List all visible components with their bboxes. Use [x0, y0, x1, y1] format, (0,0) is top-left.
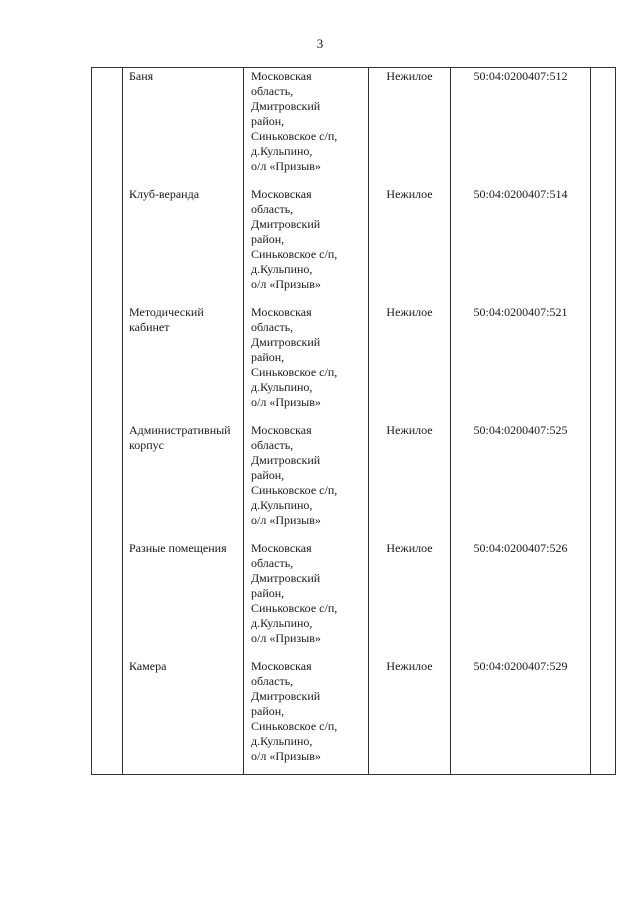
address-line: область, — [251, 555, 294, 570]
table-row — [92, 186, 616, 304]
object-name-cell — [123, 658, 244, 775]
cadastral-number-cell: 50:04:0200407:521 — [451, 304, 591, 422]
row-number-cell — [92, 422, 123, 540]
object-name-cell — [123, 540, 244, 658]
row-number-cell — [92, 68, 123, 186]
object-name-cell — [123, 186, 244, 304]
address-line: Синьковское с/п, — [251, 364, 338, 379]
address-line: о/л «Призыв» — [251, 748, 321, 763]
address-line: Московская — [251, 540, 312, 555]
property-table — [91, 67, 616, 775]
table-row — [92, 540, 616, 658]
object-name-cell — [123, 422, 244, 540]
table-row — [92, 422, 616, 540]
address-line: Дмитровский — [251, 688, 321, 703]
address-line: район, — [251, 231, 285, 246]
extra-cell — [591, 68, 616, 186]
property-type-cell: Нежилое — [369, 658, 451, 775]
object-name: Клуб-веранда — [129, 186, 200, 201]
property-table-body — [92, 68, 616, 775]
address-line: Синьковское с/п, — [251, 718, 338, 733]
address-line: д.Кульпино, — [251, 144, 313, 158]
address-cell — [244, 658, 369, 775]
table-row — [92, 304, 616, 422]
address-line: область, — [251, 319, 294, 334]
address-line: Московская — [251, 186, 312, 201]
address-line: район, — [251, 349, 285, 364]
address-line: д.Кульпино, — [251, 261, 313, 276]
cadastral-number-cell: 50:04:0200407:529 — [451, 658, 591, 775]
address-line: Дмитровский — [251, 570, 321, 585]
row-number-cell — [92, 540, 123, 658]
address-line: Синьковское с/п, — [251, 129, 338, 143]
table-row — [92, 68, 616, 186]
property-type-cell: Нежилое — [369, 540, 451, 658]
row-number-cell — [92, 186, 123, 304]
row-number-cell — [92, 658, 123, 775]
extra-cell — [591, 304, 616, 422]
property-type-cell: Нежилое — [369, 68, 451, 186]
address-line: д.Кульпино, — [251, 497, 313, 512]
address-line: район, — [251, 585, 285, 600]
address-line: Дмитровский — [251, 334, 321, 349]
address-line: область, — [251, 84, 294, 98]
object-name: Камера — [129, 658, 167, 673]
row-number-cell — [92, 304, 123, 422]
address-line: район, — [251, 114, 285, 128]
address-line: Московская — [251, 69, 312, 83]
cadastral-number-cell: 50:04:0200407:514 — [451, 186, 591, 304]
cadastral-number-cell: 50:04:0200407:525 — [451, 422, 591, 540]
extra-cell — [591, 422, 616, 540]
extra-cell — [591, 540, 616, 658]
object-name: Методический кабинет — [129, 304, 204, 334]
object-name: Разные помещения — [129, 540, 227, 555]
address-line: Московская — [251, 422, 312, 437]
address-line: область, — [251, 201, 294, 216]
property-type-cell: Нежилое — [369, 422, 451, 540]
address-line: Синьковское с/п, — [251, 600, 338, 615]
address-line: Синьковское с/п, — [251, 482, 338, 497]
address-cell — [244, 540, 369, 658]
address-cell — [244, 186, 369, 304]
address-line: Дмитровский — [251, 216, 321, 231]
address-line: д.Кульпино, — [251, 615, 313, 630]
page-number: 3 — [316, 36, 324, 51]
object-name-cell — [123, 304, 244, 422]
address-line: Московская — [251, 304, 312, 319]
extra-cell — [591, 186, 616, 304]
property-type-cell: Нежилое — [369, 186, 451, 304]
property-type-cell: Нежилое — [369, 304, 451, 422]
address-line: область, — [251, 673, 294, 688]
address-line: о/л «Призыв» — [251, 159, 321, 173]
address-line: район, — [251, 703, 285, 718]
address-line: о/л «Призыв» — [251, 630, 321, 645]
address-line: о/л «Призыв» — [251, 276, 321, 291]
table-row — [92, 658, 616, 775]
address-line: о/л «Призыв» — [251, 394, 321, 409]
address-cell — [244, 68, 369, 186]
address-line: Синьковское с/п, — [251, 246, 338, 261]
address-line: Дмитровский — [251, 452, 321, 467]
cadastral-number-cell: 50:04:0200407:526 — [451, 540, 591, 658]
cadastral-number-cell: 50:04:0200407:512 — [451, 68, 591, 186]
address-cell — [244, 304, 369, 422]
address-line: д.Кульпино, — [251, 379, 313, 394]
address-line: Дмитровский — [251, 99, 321, 113]
address-line: д.Кульпино, — [251, 733, 313, 748]
extra-cell — [591, 658, 616, 775]
object-name: Административный корпус — [129, 422, 231, 452]
object-name: Баня — [129, 69, 154, 83]
address-cell — [244, 422, 369, 540]
address-line: область, — [251, 437, 294, 452]
address-line: Московская — [251, 658, 312, 673]
address-line: район, — [251, 467, 285, 482]
object-name-cell — [123, 68, 244, 186]
address-line: о/л «Призыв» — [251, 512, 321, 527]
